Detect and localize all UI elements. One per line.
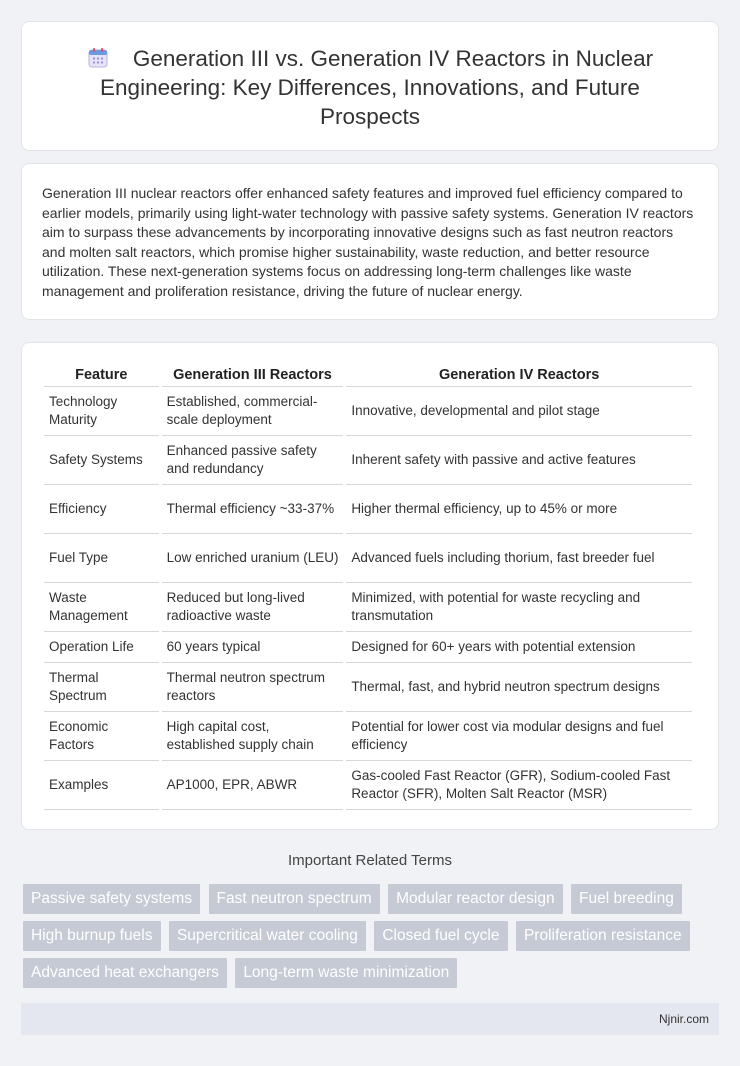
- table-cell-feature: Efficiency: [44, 485, 159, 534]
- comparison-table-card: [21, 342, 719, 830]
- table-cell-gen3: 60 years typical: [162, 632, 344, 663]
- table-cell-feature: Waste Management: [44, 583, 159, 632]
- table-cell-gen4: Advanced fuels including thorium, fast breeder fuel: [346, 534, 692, 583]
- table-row: [44, 436, 692, 485]
- table-cell-gen3: Established, commercial-scale deployment: [162, 387, 344, 436]
- table-cell-feature: Safety Systems: [44, 436, 159, 485]
- column-header-gen3: Generation III Reactors: [162, 357, 344, 387]
- table-row: [44, 712, 692, 761]
- title-card: [21, 21, 719, 151]
- table-row: [44, 663, 692, 712]
- table-cell-gen4: Designed for 60+ years with potential extension: [346, 632, 692, 663]
- related-term-tag[interactable]: Closed fuel cycle: [374, 921, 507, 951]
- table-cell-gen3: Thermal neutron spectrum reactors: [162, 663, 344, 712]
- calendar-icon: [87, 47, 109, 69]
- related-term-tag[interactable]: Proliferation resistance: [516, 921, 690, 951]
- table-header-row: [44, 357, 692, 387]
- table-cell-gen3: Reduced but long-lived radioactive waste: [162, 583, 344, 632]
- related-term-tag[interactable]: Passive safety systems: [23, 884, 200, 914]
- table-cell-gen3: Low enriched uranium (LEU): [162, 534, 344, 583]
- table-row: [44, 583, 692, 632]
- table-cell-gen4: Gas-cooled Fast Reactor (GFR), Sodium-cooled Fast Reactor (SFR), Molten Salt Reactor (MSR): [346, 761, 692, 810]
- table-cell-gen3: High capital cost, established supply chain: [162, 712, 344, 761]
- related-term-tag[interactable]: Long-term waste minimization: [235, 958, 457, 988]
- footer: [21, 1003, 719, 1035]
- table-cell-gen3: Thermal efficiency ~33-37%: [162, 485, 344, 534]
- column-header-feature: Feature: [44, 357, 159, 387]
- related-terms-list: [23, 884, 723, 995]
- intro-card: [21, 163, 719, 320]
- table-cell-feature: Thermal Spectrum: [44, 663, 159, 712]
- comparison-table: [41, 357, 695, 810]
- related-term-tag[interactable]: Fuel breeding: [571, 884, 682, 914]
- table-cell-feature: Economic Factors: [44, 712, 159, 761]
- footer-site-link[interactable]: Njnir.com: [658, 1012, 709, 1026]
- table-row: [44, 534, 692, 583]
- table-row: [44, 761, 692, 810]
- table-cell-feature: Fuel Type: [44, 534, 159, 583]
- table-row: [44, 632, 692, 663]
- related-term-tag[interactable]: Fast neutron spectrum: [209, 884, 380, 914]
- table-cell-gen4: Minimized, with potential for waste recycling and transmutation: [346, 583, 692, 632]
- related-term-tag[interactable]: Supercritical water cooling: [169, 921, 366, 951]
- related-term-tag[interactable]: Modular reactor design: [388, 884, 563, 914]
- page-title: [52, 44, 688, 131]
- table-row: [44, 485, 692, 534]
- table-cell-gen4: Innovative, developmental and pilot stage: [346, 387, 692, 436]
- table-cell-gen4: Potential for lower cost via modular designs and fuel efficiency: [346, 712, 692, 761]
- table-cell-feature: Operation Life: [44, 632, 159, 663]
- intro-paragraph: Generation III nuclear reactors offer enhanced safety features and improved fuel efficiency compared to earlier models, primarily using light-water technology with passive safety systems. Generation IV reactors aim to surpass these advancements by incorporating innovative designs such as fast neutron reactors and molten salt reactors, which promise higher sustainability, waste reduction, and better resource utilization. These next-generation systems focus on addressing long-term challenges like waste management and proliferation resistance, driving the future of nuclear energy.: [42, 185, 694, 299]
- related-terms-title: Important Related Terms: [288, 852, 452, 869]
- related-term-tag[interactable]: Advanced heat exchangers: [23, 958, 227, 988]
- table-cell-gen4: Inherent safety with passive and active features: [346, 436, 692, 485]
- table-cell-gen3: Enhanced passive safety and redundancy: [162, 436, 344, 485]
- table-cell-gen4: Thermal, fast, and hybrid neutron spectrum designs: [346, 663, 692, 712]
- column-header-gen4: Generation IV Reactors: [346, 357, 692, 387]
- table-row: [44, 387, 692, 436]
- table-cell-feature: Technology Maturity: [44, 387, 159, 436]
- table-cell-gen4: Higher thermal efficiency, up to 45% or more: [346, 485, 692, 534]
- table-cell-feature: Examples: [44, 761, 159, 810]
- page-title-text: Generation III vs. Generation IV Reactors in Nuclear Engineering: Key Differences, Innovations, and Future Prospects: [100, 46, 654, 129]
- table-cell-gen3: AP1000, EPR, ABWR: [162, 761, 344, 810]
- related-term-tag[interactable]: High burnup fuels: [23, 921, 161, 951]
